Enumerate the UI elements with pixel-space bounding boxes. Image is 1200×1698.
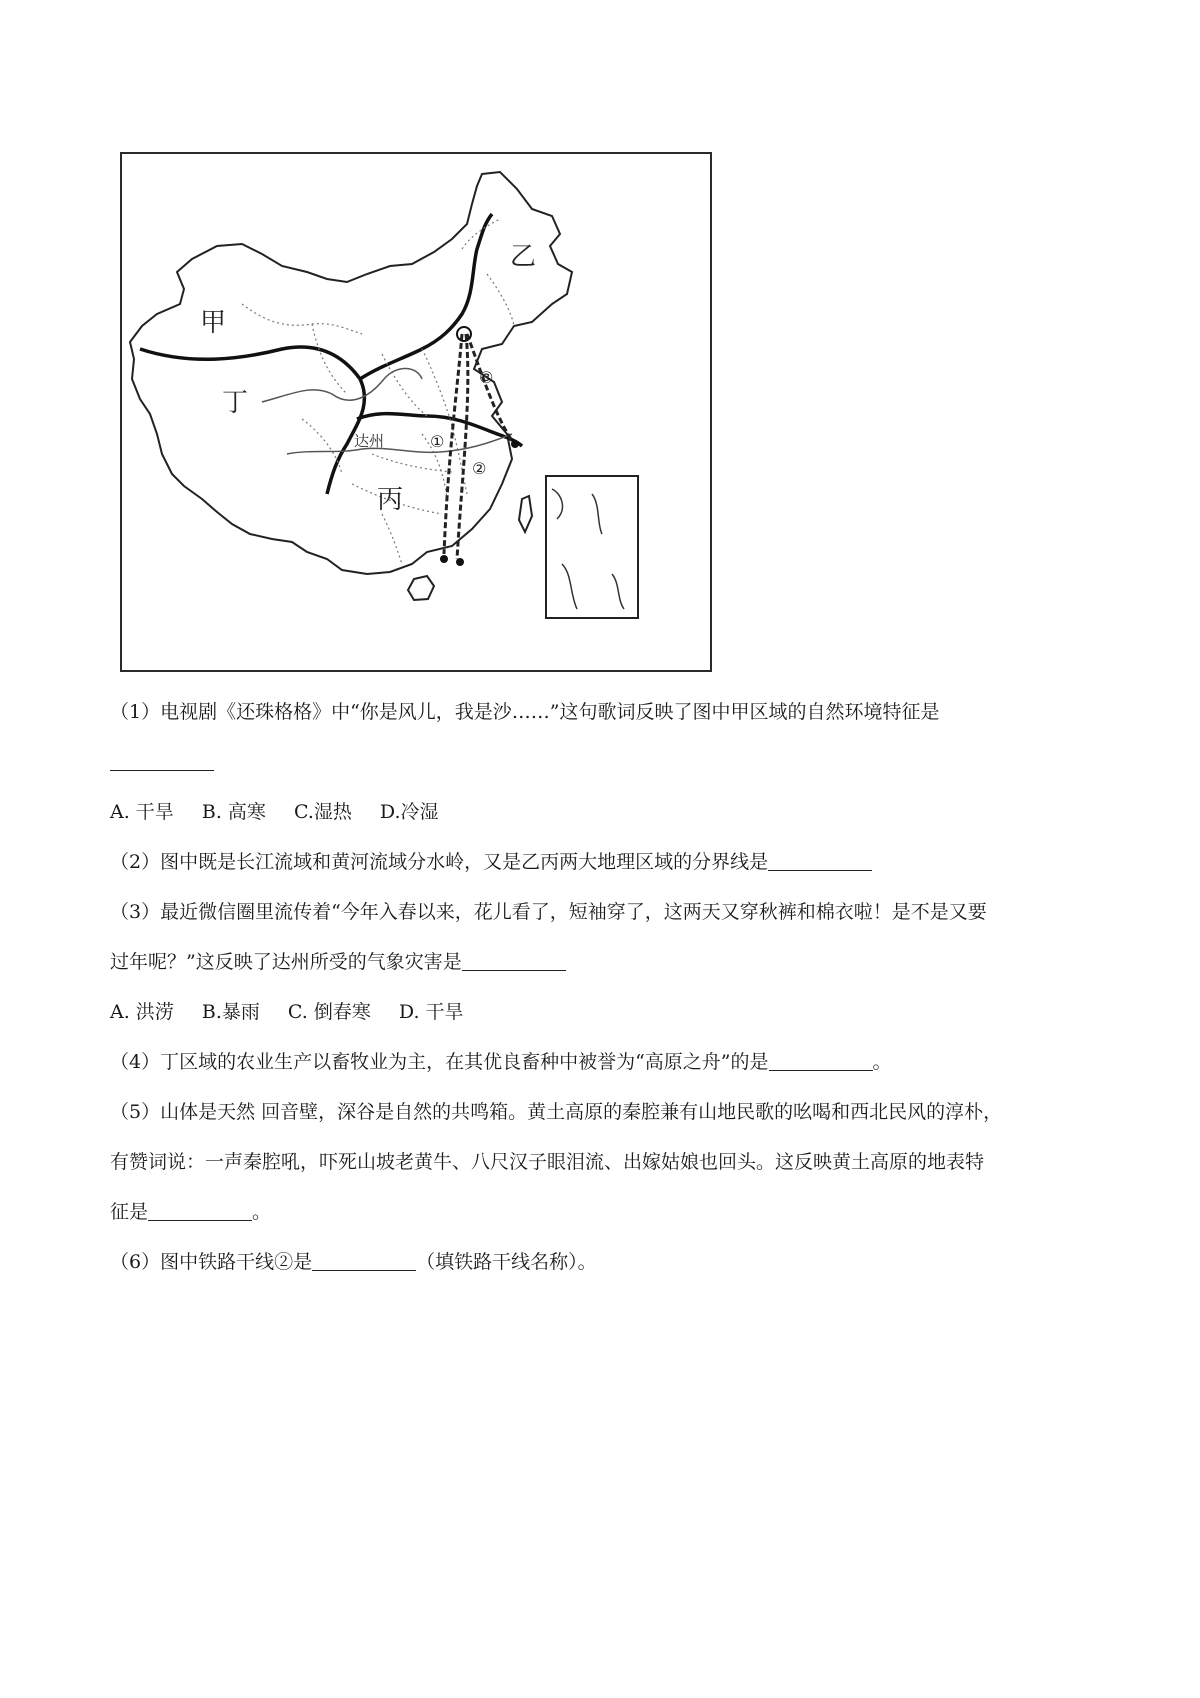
- question-4-suffix: 。: [872, 1051, 892, 1073]
- question-6-suffix: （填铁路干线名称）。: [416, 1251, 597, 1273]
- option-d: D.冷湿: [379, 801, 439, 823]
- boundary-north-west: [360, 214, 492, 379]
- region-label-yi: 乙: [510, 242, 537, 272]
- option-c: C.湿热: [293, 801, 352, 823]
- railway-end-1: [440, 555, 448, 563]
- railway-label-1: ①: [430, 432, 445, 451]
- option-b: B.暴雨: [201, 1001, 260, 1023]
- question-3-line-2: 过年呢？”这反映了达州所受的气象灾害是: [110, 951, 462, 973]
- question-5-suffix: 。: [252, 1201, 272, 1223]
- question-5-line-3: 征是: [110, 1201, 149, 1223]
- question-6: [110, 1248, 1110, 1277]
- question-1-options: [110, 798, 1110, 827]
- option-d: D. 干旱: [398, 1001, 464, 1023]
- taiwan-island: [519, 496, 532, 532]
- region-label-ding: 丁: [222, 388, 249, 418]
- region-label-bing: 丙: [377, 485, 404, 515]
- question-2-text: （2）图中既是长江流域和黄河流域分水岭，又是乙丙两大地理区域的分界线是: [110, 851, 769, 873]
- answer-blank-2[interactable]: [768, 851, 872, 871]
- question-1-answer-line: [110, 748, 1110, 777]
- option-a: A. 洪涝: [110, 1001, 174, 1023]
- question-1-text: （1）电视剧《还珠格格》中“你是风儿，我是沙……”这句歌词反映了图中甲区域的自然环境特征是: [110, 701, 940, 723]
- answer-blank-6[interactable]: [312, 1251, 416, 1271]
- railway-label-2: ②: [472, 459, 487, 478]
- question-2: [110, 848, 1110, 877]
- question-3-line-1: （3）最近微信圈里流传着“今年入春以来，花儿看了，短袖穿了，这两天又穿秋裤和棉衣啦！是不是又要: [110, 901, 987, 923]
- question-1: [110, 698, 1110, 727]
- country-outline: [130, 172, 572, 574]
- railway-label-3: ③: [479, 368, 494, 387]
- question-5-cont-1: [110, 1148, 1110, 1177]
- question-4-text: （4）丁区域的农业生产以畜牧业为主，在其优良畜种中被誉为“高原之舟”的是: [110, 1051, 769, 1073]
- china-map-svg: [122, 154, 710, 670]
- answer-blank-4[interactable]: [769, 1051, 873, 1071]
- hainan-island: [408, 576, 434, 600]
- china-map-figure: [120, 152, 712, 672]
- region-label-jia: 甲: [200, 308, 227, 338]
- question-3-options: [110, 998, 1110, 1027]
- beijing-star-marker: [457, 327, 471, 341]
- question-5-line-2: 有赞词说：一声秦腔吼，吓死山坡老黄牛、八尺汉子眼泪流、出嫁姑娘也回头。这反映黄土高原的地表特: [110, 1151, 985, 1173]
- question-3-cont: [110, 948, 1110, 977]
- question-5: [110, 1098, 1110, 1127]
- answer-blank-3[interactable]: [462, 951, 566, 971]
- boundary-jia-ding: [140, 347, 360, 379]
- question-4: [110, 1048, 1110, 1077]
- question-5-line-1: （5）山体是天然 回音壁，深谷是自然的共鸣箱。黄土高原的秦腔兼有山地民歌的吆喝和西北民风的淳朴，: [110, 1101, 1003, 1123]
- railway-end-3: [511, 440, 519, 448]
- option-b: B. 高寒: [201, 801, 266, 823]
- question-5-cont-2: [110, 1198, 1110, 1227]
- question-3: [110, 898, 1110, 927]
- option-c: C. 倒春寒: [287, 1001, 371, 1023]
- city-label-dazhou: 达州: [354, 432, 385, 450]
- yellow-river: [262, 368, 422, 402]
- question-6-text: （6）图中铁路干线②是: [110, 1251, 313, 1273]
- answer-blank-1[interactable]: [110, 751, 214, 771]
- railway-end-2: [456, 558, 464, 566]
- option-a: A. 干旱: [110, 801, 174, 823]
- answer-blank-5[interactable]: [148, 1201, 252, 1221]
